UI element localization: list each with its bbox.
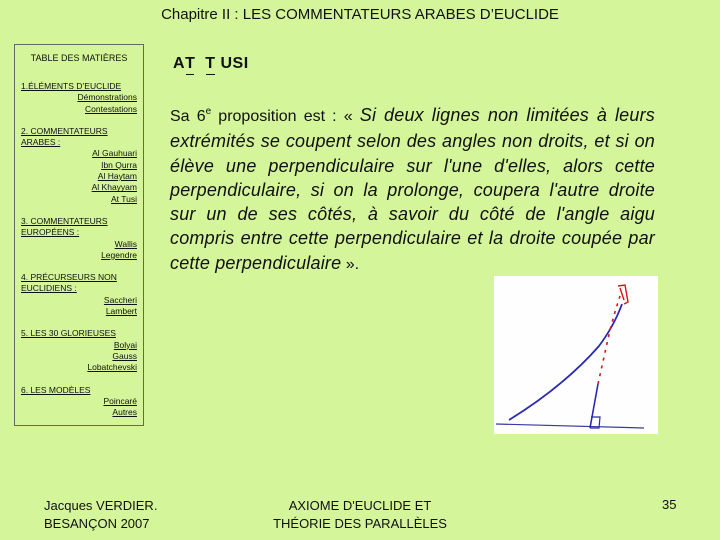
toc-item-lambert[interactable]: Lambert: [105, 306, 137, 317]
page-number: 35: [662, 497, 677, 512]
proposition-text: [170, 100, 655, 277]
toc-item-bolyai[interactable]: Bolyai: [113, 339, 137, 350]
toc-section-elements[interactable]: 1.ÉLÉMENTS D’EUCLIDE: [21, 81, 122, 91]
heading-part-usi: USI: [215, 55, 249, 72]
toc-item-contestations[interactable]: Contestations: [85, 103, 137, 114]
toc-item-al-haytam[interactable]: Al Haytam: [97, 171, 137, 182]
heading-part-t1: T: [185, 55, 196, 72]
toc-section-arabes[interactable]: 2. COMMENTATEURS ARABES :: [21, 125, 108, 148]
toc-body: [21, 81, 137, 418]
footer-author-place: BESANÇON 2007: [44, 516, 150, 531]
toc-item-wallis[interactable]: Wallis: [114, 238, 137, 249]
toc-item-legendre[interactable]: Legendre: [101, 249, 137, 260]
toc-item-at-tusi[interactable]: At Tusi: [111, 193, 137, 204]
perpendicular-sketch-image: [494, 276, 658, 434]
heading-part-a: A: [173, 55, 186, 72]
toc-item-autres[interactable]: Autres: [112, 407, 137, 418]
footer-author: [44, 497, 157, 533]
heading-part-space: [195, 55, 205, 72]
proposition-intro-rest: proposition est : «: [211, 108, 360, 125]
toc-item-ibn-qurra[interactable]: Ibn Qurra: [101, 159, 137, 170]
proposition-quote: Si deux lignes non limitées à leurs extrémités se coupent selon des angles non droits, et si on élève une perpendiculaire sur l'une d'elles, alors cette perpendiculaire, si on la prolonge, coupera l'autre droite sur un de ses côtés, à savoir du côté de l'angle aigu compris entre cette perpendiculaire et la droite coupée par cette perpendiculaire: [170, 105, 655, 273]
toc-item-demonstrations[interactable]: Démonstrations: [77, 92, 137, 103]
page-title: Chapitre II : LES COMMENTATEURS ARABES D’EUCLIDE: [161, 6, 559, 23]
footer-title: [230, 497, 490, 533]
toc-item-saccheri[interactable]: Saccheri: [103, 294, 137, 305]
toc-section-modeles[interactable]: 6. LES MODÈLES: [21, 384, 91, 395]
footer-title-line1: AXIOME D'EUCLIDE ET: [288, 498, 432, 513]
table-of-contents: [14, 44, 144, 426]
toc-item-al-khayyam[interactable]: Al Khayyam: [91, 182, 137, 193]
proposition-intro: Sa 6: [170, 108, 206, 125]
toc-item-lobatchevski[interactable]: Lobatchevski: [87, 362, 137, 373]
toc-section-europeens[interactable]: 3. COMMENTATEURS EUROPÉENS :: [21, 215, 108, 238]
footer-author-name: Jacques VERDIER.: [44, 498, 158, 513]
footer-title-line2: THÉORIE DES PARALLÈLES: [273, 516, 447, 531]
toc-item-gauss[interactable]: Gauss: [112, 350, 137, 361]
sketch-paper: [494, 276, 658, 434]
toc-item-al-gauhuari[interactable]: Al Gauhuari: [92, 148, 137, 159]
toc-section-glorieuses[interactable]: 5. LES 30 GLORIEUSES: [21, 328, 116, 339]
proposition-closing: ».: [341, 255, 360, 273]
toc-item-poincare[interactable]: Poincaré: [103, 395, 137, 406]
slide-heading: [173, 55, 249, 73]
proposition-intro-sup: e: [205, 106, 212, 117]
toc-title: TABLE DES MATIÈRES: [30, 53, 128, 63]
heading-part-t2: T: [205, 55, 216, 72]
toc-section-precurseurs[interactable]: 4. PRÉCURSEURS NON EUCLIDIENS :: [21, 272, 117, 294]
